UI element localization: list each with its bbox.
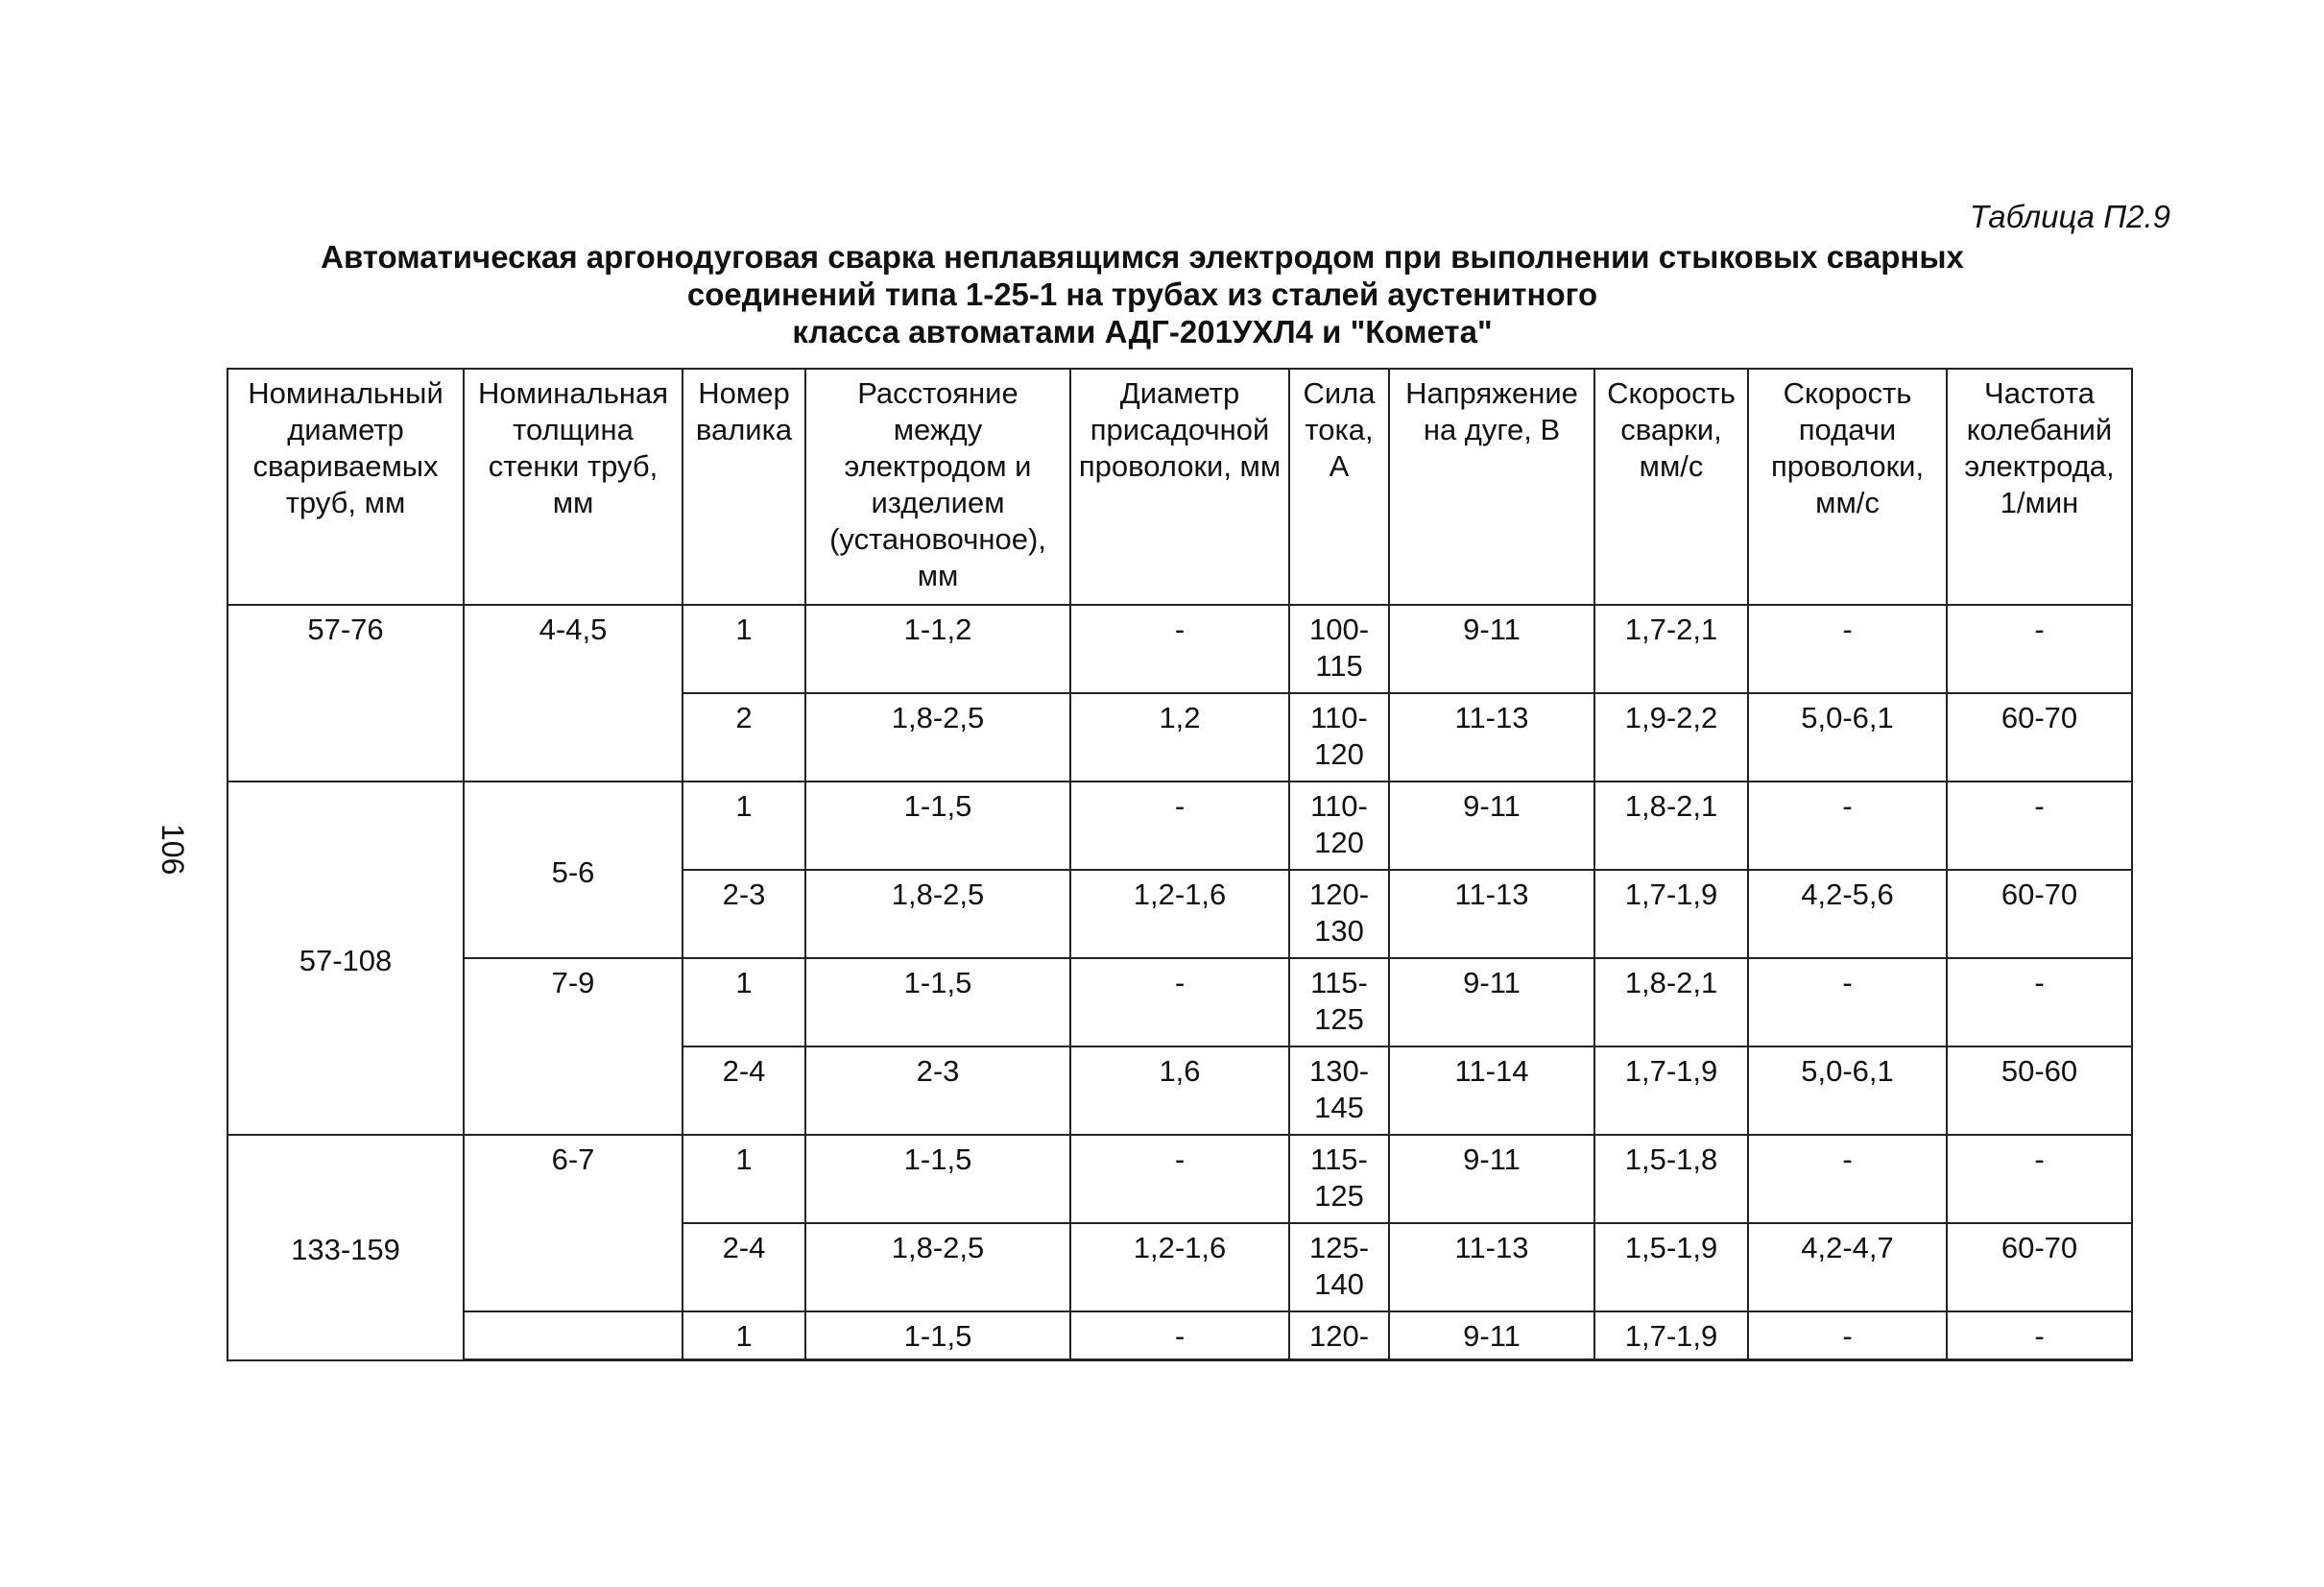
cell-wall: 7-9 <box>464 958 683 1135</box>
cell-pass: 1 <box>683 605 805 693</box>
cell-wire: 1,2 <box>1070 693 1289 781</box>
cell-pass: 2-3 <box>683 870 805 958</box>
cell-voltage: 9-11 <box>1389 1135 1594 1223</box>
cell-distance: 1-1,5 <box>805 781 1070 870</box>
cell-voltage: 11-13 <box>1389 693 1594 781</box>
cell-distance: 1,8-2,5 <box>805 1223 1070 1311</box>
table-title <box>230 238 2054 350</box>
cell-distance: 1,8-2,5 <box>805 693 1070 781</box>
cell-current: 120-130 <box>1289 870 1389 958</box>
cell-current: 115-125 <box>1289 958 1389 1046</box>
cell-voltage: 9-11 <box>1389 1311 1594 1360</box>
cell-weld-speed: 1,9-2,2 <box>1594 693 1748 781</box>
cell-distance: 1-1,5 <box>805 958 1070 1046</box>
cell-frequency: - <box>1947 605 2132 693</box>
welding-parameters-table <box>227 368 2133 1361</box>
cell-pass: 1 <box>683 1311 805 1360</box>
cell-wire: 1,2-1,6 <box>1070 1223 1289 1311</box>
title-line-2: соединений типа 1-25-1 на трубах из сталей аустенитного <box>686 277 1598 312</box>
cell-weld-speed: 1,8-2,1 <box>1594 958 1748 1046</box>
cell-distance: 1-1,5 <box>805 1135 1070 1223</box>
cell-frequency: - <box>1947 1135 2132 1223</box>
cell-voltage: 9-11 <box>1389 958 1594 1046</box>
cell-wire: - <box>1070 958 1289 1046</box>
title-line-3: класса автоматами АДГ-201УХЛ4 и "Комета" <box>792 314 1493 349</box>
cell-voltage: 9-11 <box>1389 781 1594 870</box>
cell-voltage: 11-13 <box>1389 870 1594 958</box>
cell-wire: 1,6 <box>1070 1046 1289 1135</box>
header-weld-speed: Скорость сварки, мм/с <box>1594 369 1748 605</box>
cell-current: 130-145 <box>1289 1046 1389 1135</box>
header-arc-voltage: Напряжение на дуге, В <box>1389 369 1594 605</box>
cell-frequency: - <box>1947 1311 2132 1360</box>
cell-feed: - <box>1748 958 1947 1046</box>
cell-wall: 4-4,5 <box>464 605 683 781</box>
cell-voltage: 9-11 <box>1389 605 1594 693</box>
cell-distance: 2-3 <box>805 1046 1070 1135</box>
table-row <box>228 605 2132 693</box>
header-oscillation-frequency: Частота колебаний электрода, 1/мин <box>1947 369 2132 605</box>
cell-current: 125-140 <box>1289 1223 1389 1311</box>
cell-diameter: 57-108 <box>228 781 464 1135</box>
header-wall-thickness: Номинальная толщина стенки труб, мм <box>464 369 683 605</box>
cell-wall: 6-7 <box>464 1135 683 1311</box>
cell-wire: 1,2-1,6 <box>1070 870 1289 958</box>
cell-feed: 4,2-5,6 <box>1748 870 1947 958</box>
cell-current: 110-120 <box>1289 781 1389 870</box>
cell-diameter: 57-76 <box>228 605 464 781</box>
cell-distance: 1-1,2 <box>805 605 1070 693</box>
cell-frequency: 50-60 <box>1947 1046 2132 1135</box>
cell-frequency: - <box>1947 958 2132 1046</box>
cell-feed: - <box>1748 1135 1947 1223</box>
cell-weld-speed: 1,7-2,1 <box>1594 605 1748 693</box>
cell-wire: - <box>1070 1135 1289 1223</box>
header-pass-number: Номер валика <box>683 369 805 605</box>
cell-weld-speed: 1,7-1,9 <box>1594 870 1748 958</box>
cell-diameter: 133-159 <box>228 1135 464 1360</box>
header-diameter: Номинальный диаметр свариваемых труб, мм <box>228 369 464 605</box>
cell-frequency: 60-70 <box>1947 870 2132 958</box>
cell-wall <box>464 1311 683 1360</box>
table-row <box>228 958 2132 1046</box>
cell-weld-speed: 1,8-2,1 <box>1594 781 1748 870</box>
cell-weld-speed: 1,7-1,9 <box>1594 1311 1748 1360</box>
table-label: Таблица П2.9 <box>1969 199 2170 234</box>
cell-frequency: - <box>1947 781 2132 870</box>
cell-weld-speed: 1,5-1,9 <box>1594 1223 1748 1311</box>
cell-weld-speed: 1,7-1,9 <box>1594 1046 1748 1135</box>
cell-weld-speed: 1,5-1,8 <box>1594 1135 1748 1223</box>
cell-feed: 5,0-6,1 <box>1748 693 1947 781</box>
cell-current: 110-120 <box>1289 693 1389 781</box>
header-current: Сила тока, А <box>1289 369 1389 605</box>
cell-pass: 2-4 <box>683 1046 805 1135</box>
cell-distance: 1-1,5 <box>805 1311 1070 1360</box>
cell-current: 120- <box>1289 1311 1389 1360</box>
cell-pass: 1 <box>683 958 805 1046</box>
header-wire-diameter: Диаметр присадочной проволоки, мм <box>1070 369 1289 605</box>
cell-pass: 2-4 <box>683 1223 805 1311</box>
cell-feed: - <box>1748 605 1947 693</box>
title-line-1: Автоматическая аргонодуговая сварка неплавящимся электродом при выполнении стыковых сварных <box>321 239 1964 275</box>
cell-wire: - <box>1070 781 1289 870</box>
cell-distance: 1,8-2,5 <box>805 870 1070 958</box>
cell-feed: 4,2-4,7 <box>1748 1223 1947 1311</box>
cell-voltage: 11-13 <box>1389 1223 1594 1311</box>
cell-frequency: 60-70 <box>1947 1223 2132 1311</box>
cell-feed: - <box>1748 1311 1947 1360</box>
cell-current: 115-125 <box>1289 1135 1389 1223</box>
cell-frequency: 60-70 <box>1947 693 2132 781</box>
header-row <box>228 369 2132 605</box>
table-row <box>228 1311 2132 1360</box>
cell-wire: - <box>1070 1311 1289 1360</box>
cell-pass: 2 <box>683 693 805 781</box>
table-row <box>228 781 2132 870</box>
cell-voltage: 11-14 <box>1389 1046 1594 1135</box>
cell-wire: - <box>1070 605 1289 693</box>
cell-current: 100-115 <box>1289 605 1389 693</box>
cell-feed: 5,0-6,1 <box>1748 1046 1947 1135</box>
cell-wall: 5-6 <box>464 781 683 958</box>
table-row <box>228 1135 2132 1223</box>
header-wire-feed-speed: Скорость подачи проволоки, мм/с <box>1748 369 1947 605</box>
cell-feed: - <box>1748 781 1947 870</box>
header-electrode-distance: Расстояние между электродом и изделием (установочное), мм <box>805 369 1070 605</box>
cell-pass: 1 <box>683 1135 805 1223</box>
cell-pass: 1 <box>683 781 805 870</box>
page-number: 106 <box>156 824 190 876</box>
